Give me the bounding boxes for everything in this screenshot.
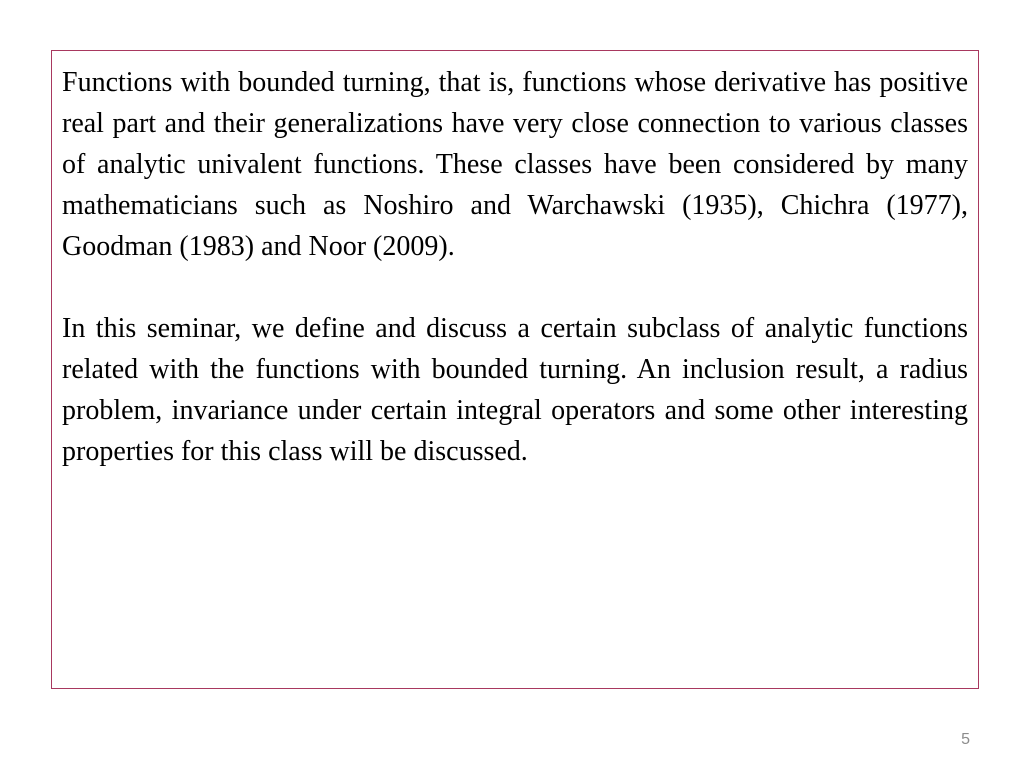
page-number: 5 [961,731,970,748]
paragraph-intro: Functions with bounded turning, that is, functions whose derivative has positive real part and their generalizations have very close connection to various classes of analytic univalent functions. These classes have been considered by many mathematicians such as Noshiro and Warchawski (1935), Chichra (1977), Goodman (1983) and Noor (2009). [62,67,968,262]
paragraph-seminar: In this seminar, we define and discuss a certain subclass of analytic functions related with the functions with bounded turning. An inclusion result, a radius problem, invariance under certain integral operators and some other interesting properties for this class will be discussed. [62,313,968,467]
text-box [51,50,979,689]
